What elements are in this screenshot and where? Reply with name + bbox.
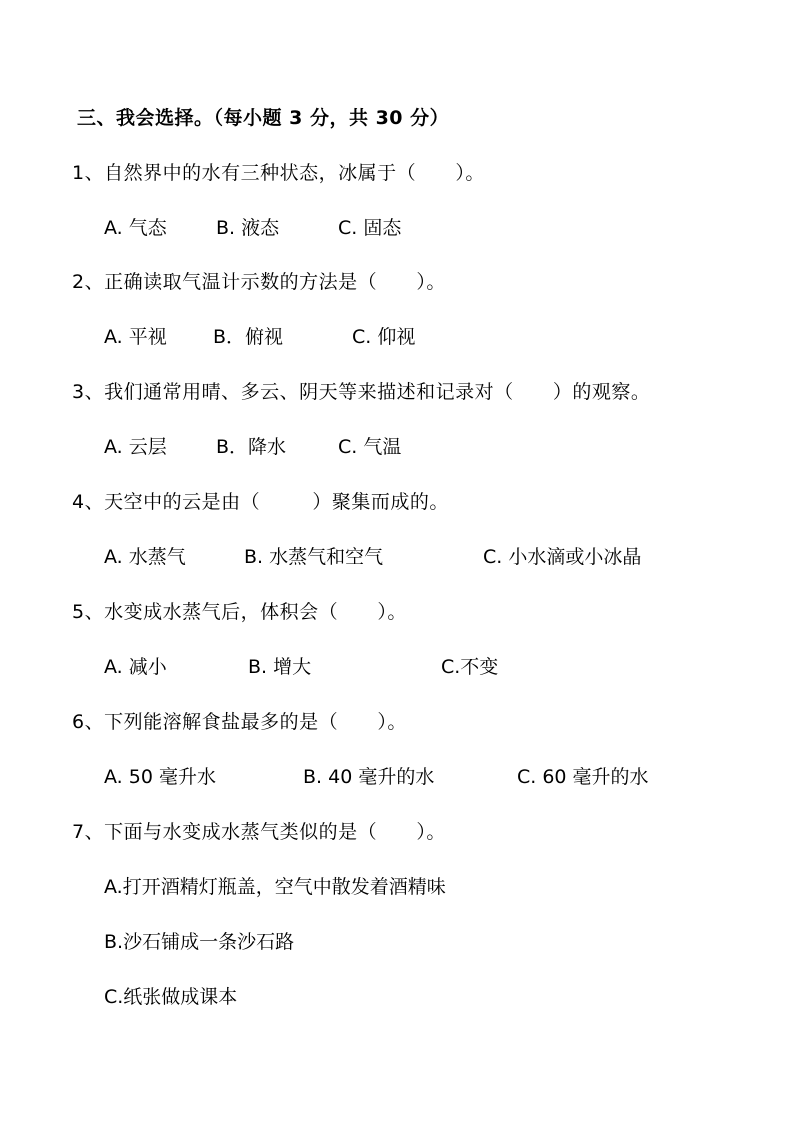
- question-5-option-b: B. 增大: [248, 656, 312, 678]
- question-3-stem: 3、我们通常用晴、多云、阴天等来描述和记录对（ ）的观察。: [72, 381, 651, 403]
- question-7-option-c: C.纸张做成课本: [104, 986, 238, 1008]
- question-7-option-a: A.打开酒精灯瓶盖，空气中散发着酒精味: [104, 876, 446, 898]
- question-5-stem: 5、水变成水蒸气后，体积会（ ）。: [72, 601, 407, 623]
- question-2-option-b: B．俯视: [213, 326, 284, 348]
- question-1-stem: 1、自然界中的水有三种状态，冰属于（ ）。: [72, 162, 485, 184]
- question-1-option-a: A. 气态: [104, 217, 167, 239]
- question-3-option-a: A. 云层: [104, 436, 167, 458]
- question-4-option-c: C. 小水滴或小冰晶: [483, 546, 642, 568]
- question-7-option-b: B.沙石铺成一条沙石路: [104, 931, 295, 953]
- question-2-stem: 2、正确读取气温计示数的方法是（ ）。: [72, 271, 446, 293]
- question-6-option-c: C. 60 毫升的水: [517, 766, 649, 788]
- question-6-stem: 6、下列能溶解食盐最多的是（ ）。: [72, 711, 407, 733]
- question-5-option-c: C.不变: [441, 656, 499, 678]
- question-4-option-b: B. 水蒸气和空气: [244, 546, 384, 568]
- question-6-option-b: B. 40 毫升的水: [303, 766, 435, 788]
- question-3-option-c: C. 气温: [338, 436, 402, 458]
- section-title: 三、我会选择。（每小题 3 分，共 30 分）: [77, 107, 450, 129]
- question-1-option-c: C. 固态: [338, 217, 402, 239]
- question-5-option-a: A. 减小: [104, 656, 167, 678]
- question-2-option-c: C. 仰视: [352, 326, 416, 348]
- question-3-option-b: B．降水: [216, 436, 287, 458]
- question-6-option-a: A. 50 毫升水: [104, 766, 216, 788]
- question-2-option-a: A. 平视: [104, 326, 167, 348]
- question-1-option-b: B. 液态: [216, 217, 280, 239]
- question-4-option-a: A. 水蒸气: [104, 546, 186, 568]
- question-7-stem: 7、下面与水变成水蒸气类似的是（ ）。: [72, 821, 446, 843]
- question-4-stem: 4、天空中的云是由（ ）聚集而成的。: [72, 491, 449, 513]
